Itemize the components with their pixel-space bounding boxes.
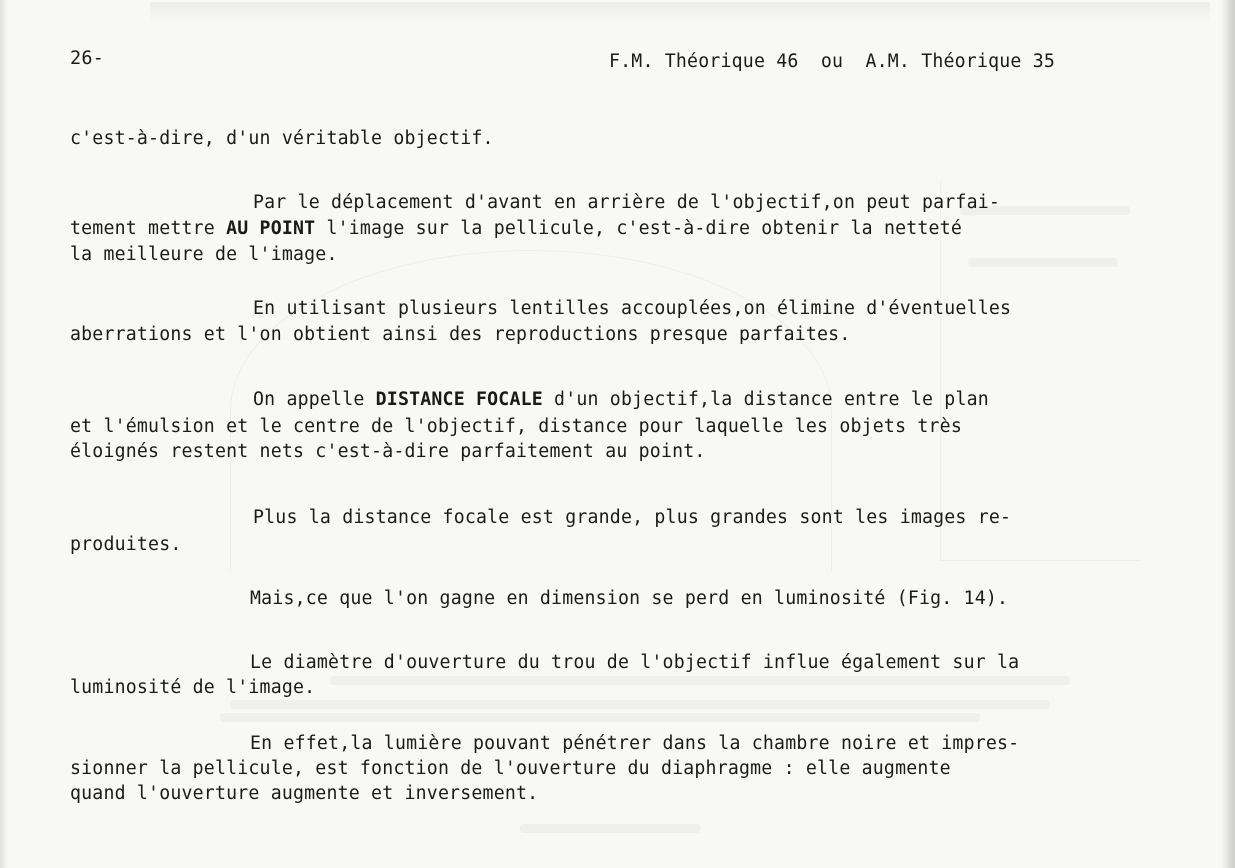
paragraph-1-line-2 — [70, 218, 962, 240]
intro-line: c'est-à-dire, d'un véritable objectif. — [70, 128, 494, 149]
paragraph-3-line-3: éloignés restent nets c'est-à-dire parfaitement au point. — [70, 441, 706, 462]
bleed-through-frame — [940, 180, 1141, 561]
paragraph-7-line-1: En effet,la lumière pouvant pénétrer dans la chambre noire et impres- — [250, 733, 1020, 754]
text-span: d'un objectif,la distance entre le plan — [542, 389, 989, 410]
bleed-through-line — [230, 700, 1050, 709]
page-edge-left — [0, 0, 8, 868]
scan-streak — [150, 2, 1210, 22]
paragraph-2-line-1: En utilisant plusieurs lentilles accouplées,on élimine d'éventuelles — [253, 298, 1012, 319]
paragraph-1-line-1: Par le déplacement d'avant en arrière de l'objectif,on peut parfai- — [253, 192, 1001, 213]
bleed-through-line — [520, 824, 700, 833]
term-au-point: AU POINT — [226, 218, 316, 239]
paragraph-7-line-2: sionner la pellicule, est fonction de l'ouverture du diaphragme : elle augmente — [70, 758, 951, 779]
bleed-through-line — [220, 713, 980, 722]
text-span: l'image sur la pellicule, c'est-à-dire obtenir la netteté — [315, 218, 963, 239]
paragraph-2-line-2: aberrations et l'on obtient ainsi des reproductions presque parfaites. — [70, 324, 851, 345]
term-distance-focale: DISTANCE FOCALE — [375, 389, 543, 410]
paragraph-3-line-2: et l'émulsion et le centre de l'objectif, distance pour laquelle les objets très — [70, 416, 962, 437]
paragraph-6-line-1: Le diamètre d'ouverture du trou de l'objectif influe également sur la — [250, 652, 1020, 673]
page-edge-right — [1221, 0, 1235, 868]
running-title: F.M. Théorique 46 ou A.M. Théorique 35 — [609, 51, 1055, 72]
paragraph-3-line-1 — [253, 389, 989, 411]
paragraph-4-line-1: Plus la distance focale est grande, plus grandes sont les images re- — [253, 507, 1012, 528]
bleed-through-line — [330, 676, 1070, 685]
paragraph-1-line-3: la meilleure de l'image. — [70, 244, 338, 265]
bleed-through-line — [968, 258, 1118, 267]
paragraph-4-line-2: produites. — [70, 534, 182, 555]
paragraph-5-line-1: Mais,ce que l'on gagne en dimension se perd en luminosité (Fig. 14). — [250, 588, 1009, 609]
page-number: 26- — [70, 48, 105, 69]
paragraph-7-line-3: quand l'ouverture augmente et inversement. — [70, 783, 539, 804]
text-span: On appelle — [253, 389, 376, 410]
text-span: tement mettre — [70, 218, 227, 239]
paragraph-6-line-2: luminosité de l'image. — [70, 677, 316, 698]
